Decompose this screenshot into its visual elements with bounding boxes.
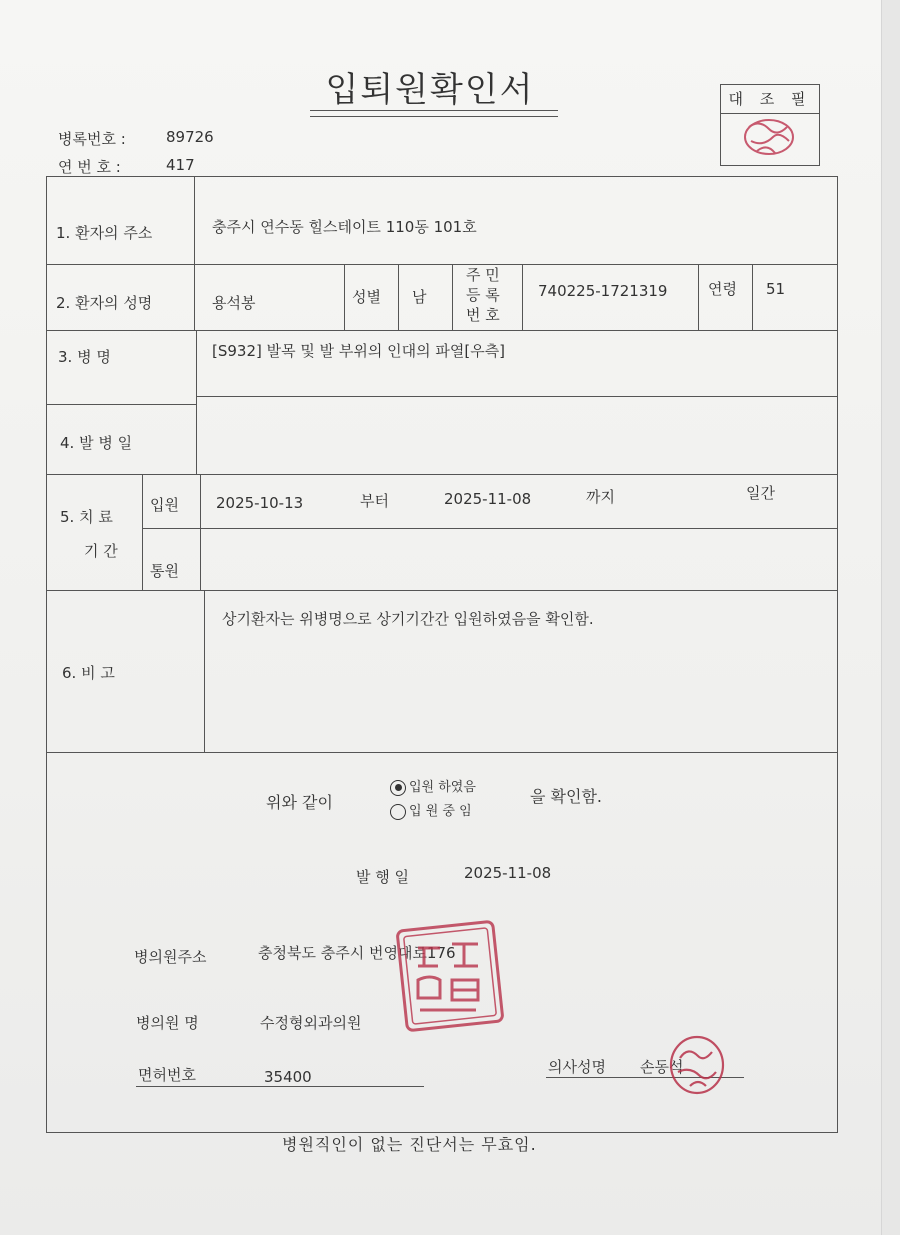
serial-label: 연 번 호 :: [58, 158, 121, 176]
row-divider: [46, 264, 838, 265]
remarks-text: 상기환자는 위병명으로 상기기간간 입원하였음을 확인함.: [222, 610, 594, 628]
approval-box: [720, 84, 820, 166]
row-divider: [46, 474, 838, 475]
hospital-name-label: 병의원 명: [136, 1014, 199, 1032]
reg-no-label: 병록번호 :: [58, 130, 126, 148]
row-divider: [46, 590, 838, 591]
document-title: 입퇴원확인서: [325, 70, 535, 110]
rrn-label-3: 번 호: [466, 306, 500, 324]
rrn-label-1: 주 민: [466, 266, 500, 284]
row-divider: [142, 528, 838, 529]
col-divider: [398, 264, 399, 330]
col-divider: [452, 264, 453, 330]
to-word: 까지: [586, 488, 615, 506]
option-inpatient-label: 입 원 중 임: [409, 804, 472, 819]
option-inpatient: [390, 800, 472, 820]
doctor-name: 손동석: [640, 1058, 684, 1076]
age-label: 연령: [708, 280, 737, 298]
license-no: 35400: [264, 1068, 312, 1086]
title-underline-2: [310, 116, 558, 117]
approval-label: 대 조 필: [721, 85, 819, 114]
inpatient-from: 2025-10-13: [216, 494, 304, 512]
doctor-signature-stamp: [664, 1032, 730, 1098]
period-label: 5. 치 료: [60, 508, 113, 526]
reg-no: 89726: [166, 128, 214, 146]
col-divider: [204, 590, 205, 752]
name-label: 2. 환자의 성명: [56, 294, 153, 312]
from-word: 부터: [360, 492, 389, 510]
col-divider: [196, 330, 197, 474]
patient-sex: 남: [412, 288, 427, 306]
col-divider: [698, 264, 699, 330]
approval-signature-stamp: [735, 115, 805, 163]
row-divider: [46, 404, 196, 405]
col-divider: [200, 474, 201, 590]
rrn-label-2: 등 록: [466, 286, 500, 304]
patient-age: 51: [766, 280, 786, 298]
hospital-seal-stamp: [394, 918, 508, 1032]
patient-rrn: 740225-1721319: [538, 282, 668, 300]
patient-name: 용석봉: [212, 294, 256, 312]
col-divider: [752, 264, 753, 330]
hospital-address: 충청북도 충주시 번영대로176: [258, 944, 456, 962]
doctor-label: 의사성명: [548, 1058, 606, 1076]
radio-admitted[interactable]: [390, 780, 406, 796]
hospital-name: 수정형외과의원: [260, 1014, 362, 1032]
confirm-suffix: 을 확인함.: [530, 787, 602, 806]
remarks-label: 6. 비 고: [62, 664, 115, 682]
days-word: 일간: [746, 484, 775, 502]
period-label-2: 기 간: [84, 542, 118, 560]
disease-label: 3. 병 명: [58, 348, 111, 366]
row-divider: [46, 752, 838, 753]
sex-label: 성별: [352, 288, 381, 306]
col-divider: [344, 264, 345, 330]
paper-edge: [881, 0, 900, 1235]
issue-label: 발 행 일: [356, 868, 410, 886]
disease-name: [S932] 발목 및 발 부위의 인대의 파열[우측]: [212, 342, 506, 360]
license-underline: [136, 1086, 424, 1087]
radio-inpatient[interactable]: [390, 804, 406, 820]
outpatient-label: 통원: [150, 562, 179, 580]
onset-label: 4. 발 병 일: [60, 434, 133, 452]
col-divider: [142, 474, 143, 590]
address-label: 1. 환자의 주소: [56, 224, 153, 242]
license-label: 면허번호: [138, 1066, 196, 1084]
inpatient-to: 2025-11-08: [444, 490, 532, 508]
col-divider: [194, 176, 195, 330]
hospital-address-label: 병의원주소: [134, 948, 207, 966]
row-divider: [46, 330, 838, 331]
row-divider: [196, 396, 838, 397]
option-admitted: [390, 776, 476, 796]
serial-no: 417: [166, 156, 195, 174]
title-underline: [310, 110, 558, 111]
col-divider: [522, 264, 523, 330]
inpatient-label: 입원: [150, 496, 179, 514]
issue-date: 2025-11-08: [464, 864, 552, 882]
confirm-prefix: 위와 같이: [266, 793, 333, 812]
option-admitted-label: 입원 하였음: [409, 780, 476, 795]
patient-address: 충주시 연수동 힐스테이트 110동 101호: [212, 218, 477, 236]
footer-notice: 병원직인이 없는 진단서는 무효임.: [282, 1135, 537, 1154]
